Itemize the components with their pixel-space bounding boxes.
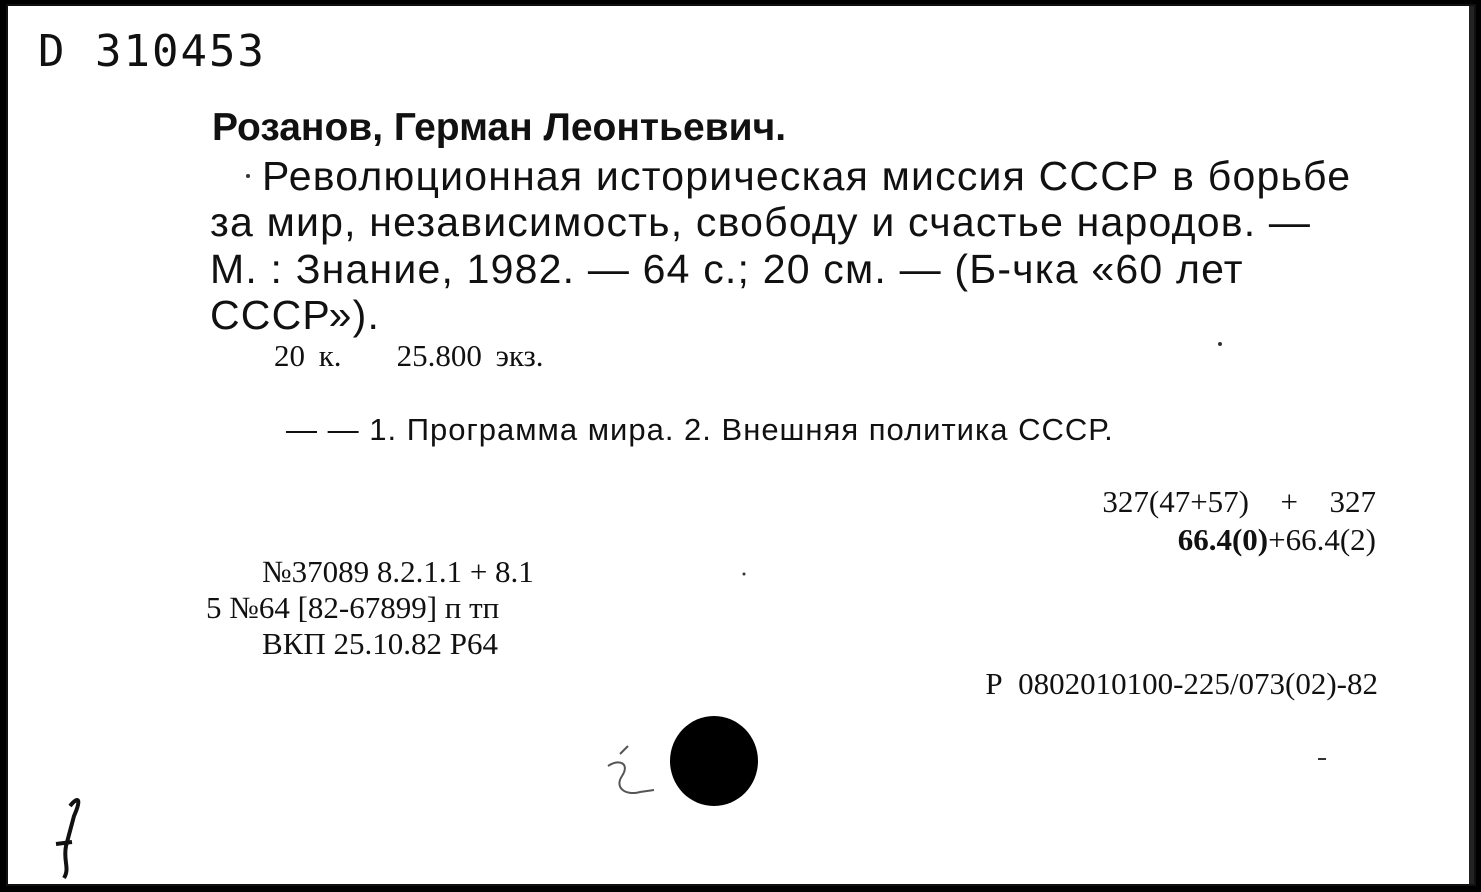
catalog-number: D 310453 bbox=[38, 26, 266, 77]
title-line-1: Революционная историческая миссия СССР в борьбе bbox=[262, 153, 1352, 199]
scan-marks bbox=[8, 6, 1476, 886]
scribble-mark bbox=[608, 746, 654, 793]
classification-secondary: +66.4(2) bbox=[1268, 522, 1376, 557]
speck-3 bbox=[1318, 758, 1326, 760]
print-run: 25.800 экз. bbox=[396, 338, 544, 373]
speck-4 bbox=[246, 174, 250, 178]
price: 20 к. bbox=[274, 338, 342, 373]
subject-headings: — — 1. Программа мира. 2. Внешняя политика СССР. bbox=[286, 412, 1114, 447]
title-line-3: М. : Знание, 1982. — 64 с.; 20 см. — (Б-чка «60 лет bbox=[210, 246, 1244, 292]
title-line-2: за мир, независимость, свободу и счастье народов. — bbox=[210, 199, 1312, 245]
speck-2 bbox=[743, 573, 746, 576]
publisher-index: Р 0802010100-225/073(02)-82 bbox=[985, 666, 1378, 701]
classification-primary: 66.4(0) bbox=[1177, 522, 1269, 557]
title-line-4: СССР»). bbox=[210, 292, 381, 338]
classification-line-1: 327(47+57) + 327 bbox=[1102, 484, 1376, 519]
record-meta-line-1: №37089 8.2.1.1 + 8.1 bbox=[262, 554, 534, 589]
scan-edge bbox=[1469, 6, 1474, 886]
handwritten-mark bbox=[56, 800, 78, 878]
catalog-card bbox=[6, 4, 1476, 886]
speck-1 bbox=[1218, 342, 1222, 346]
record-meta-line-2: 5 №64 [82-67899] п тп bbox=[206, 590, 500, 625]
author-heading: Розанов, Герман Леонтьевич. bbox=[212, 106, 787, 149]
record-meta-line-3: ВКП 25.10.82 Р64 bbox=[262, 626, 498, 661]
